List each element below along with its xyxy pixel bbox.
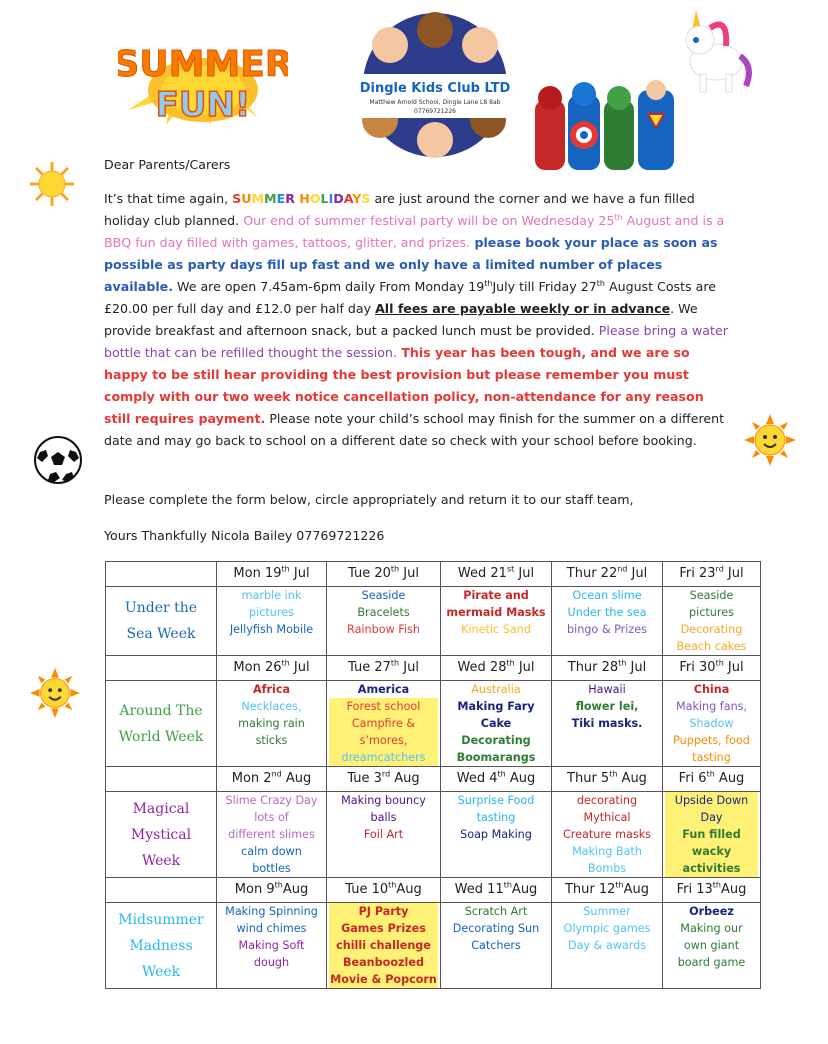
activity-line: mermaid Masks <box>446 606 546 619</box>
day-header-cell: Fri 13thAug <box>663 878 761 903</box>
activity-line: making rain <box>238 717 305 730</box>
activity-line: flower lei, <box>575 700 639 713</box>
week-name-line: Around The <box>119 702 203 719</box>
day-header-cell: Thur 12thAug <box>552 878 663 903</box>
activity-line: own giant <box>683 939 740 952</box>
smiling-sun-icon <box>30 668 80 718</box>
activity-line: Making Bath <box>572 845 642 858</box>
day-header-cell: Mon 26th Jul <box>217 656 327 681</box>
week-name-line: Mystical <box>130 826 192 843</box>
rainbow-letter: S <box>361 191 371 206</box>
day-header-cell: Mon 9thAug <box>217 878 327 903</box>
rainbow-letter: R <box>285 191 295 206</box>
activity-line: Making Fary <box>457 700 535 713</box>
day-header-row <box>106 767 761 792</box>
week-name-line: Sea Week <box>126 626 196 642</box>
activity-line: Puppets, food <box>673 734 750 747</box>
activity-line: Upside Down <box>665 792 758 809</box>
activity-line: Rainbow Fish <box>347 623 420 636</box>
rainbow-letter: D <box>333 191 344 206</box>
activity-line: Forest school <box>329 698 438 715</box>
activity-cell <box>441 587 552 656</box>
activity-cell <box>217 587 327 656</box>
activity-row <box>106 792 761 878</box>
day-header-cell: Fri 23rd Jul <box>663 562 761 587</box>
activity-line: balls <box>370 811 397 824</box>
week-name-line: Madness <box>129 937 193 954</box>
week-name-line: Week <box>141 963 181 980</box>
rainbow-letter: H <box>299 191 310 206</box>
activity-line: Decorating <box>461 734 531 747</box>
activity-line: Games Prizes <box>329 920 438 937</box>
week-name-cell <box>106 681 217 767</box>
activity-line: Australia <box>471 683 521 696</box>
activity-line: Beanboozled <box>329 954 438 971</box>
activity-line: Soap Making <box>460 828 532 841</box>
day-header-cell: Wed 21st Jul <box>441 562 552 587</box>
day-header-cell: Wed 28th Jul <box>441 656 552 681</box>
activity-line: America <box>357 683 410 696</box>
activity-cell <box>441 681 552 767</box>
activity-line: Fun filled <box>665 826 758 843</box>
week-name-cell <box>106 903 217 989</box>
activity-line: s’mores, <box>329 732 438 749</box>
sun-icon <box>28 160 76 208</box>
activity-line: Making our <box>680 922 743 935</box>
week-name-cell <box>106 587 217 656</box>
activity-line: China <box>693 683 730 696</box>
activity-cell <box>552 792 663 878</box>
rainbow-letter: A <box>343 191 353 206</box>
activity-line: dough <box>253 956 290 969</box>
activity-cell <box>663 587 761 656</box>
activity-line: tasting <box>692 751 731 764</box>
day-header-row <box>106 878 761 903</box>
activity-cell <box>663 903 761 989</box>
activity-line: board game <box>677 956 746 969</box>
activity-line: PJ Party <box>329 903 438 920</box>
activity-line: decorating <box>576 794 638 807</box>
activity-line: Under the sea <box>567 606 647 619</box>
activity-line: dreamcatchers <box>329 749 438 766</box>
activity-line: Day & awards <box>567 939 647 952</box>
activity-line: marble ink <box>241 589 302 602</box>
form-instruction: Please complete the form below, circle appropriately and return it to our staff team, <box>104 492 634 507</box>
activity-line: Mythical <box>583 811 631 824</box>
activity-line: Decorating <box>680 623 743 636</box>
activity-line: pictures <box>249 606 294 619</box>
activity-line: Seaside <box>689 589 734 602</box>
activity-line: activities <box>665 860 758 877</box>
activity-line: Seaside <box>361 589 406 602</box>
day-header-cell: Thur 22nd Jul <box>552 562 663 587</box>
rainbow-letter: O <box>309 191 321 206</box>
day-header-cell: Tue 20th Jul <box>327 562 441 587</box>
empty-header-cell <box>106 767 217 792</box>
activity-cell <box>441 792 552 878</box>
empty-header-cell <box>106 562 217 587</box>
day-header-row <box>106 562 761 587</box>
activity-row <box>106 587 761 656</box>
rainbow-letter: L <box>320 191 329 206</box>
day-header-cell: Fri 6th Aug <box>663 767 761 792</box>
smiling-sun-icon <box>744 414 796 466</box>
summer-fun-logo <box>118 30 288 130</box>
activity-line: Catchers <box>471 939 521 952</box>
activity-line: bingo & Prizes <box>567 623 647 636</box>
activity-line: sticks <box>255 734 288 747</box>
activity-line: Necklaces, <box>241 700 302 713</box>
week-name-cell <box>106 792 217 878</box>
activity-schedule-table <box>105 561 761 989</box>
day-header-row <box>106 656 761 681</box>
activity-line: Tiki masks. <box>571 717 643 730</box>
activity-line: Africa <box>252 683 291 696</box>
week-name-line: Under the <box>124 600 198 616</box>
activity-line: Summer <box>583 905 631 918</box>
activity-line: bottles <box>252 862 291 875</box>
rainbow-letter: S <box>232 191 242 206</box>
club-name: Dingle Kids Club LTD <box>359 81 511 96</box>
activity-line: Bombs <box>587 862 627 875</box>
day-header-cell: Wed 11thAug <box>441 878 552 903</box>
activity-cell <box>552 903 663 989</box>
activity-line: Making Spinning <box>225 905 318 918</box>
activity-line: Shadow <box>689 717 734 730</box>
activity-line: Making Soft <box>238 939 305 952</box>
activity-line: Ocean slime <box>572 589 642 602</box>
activity-line: Making fans, <box>675 700 748 713</box>
activity-cell <box>327 681 441 767</box>
summer-fun-line2: FUN! <box>155 85 251 125</box>
activity-line: Surprise Food <box>457 794 535 807</box>
activity-line: lots of <box>254 811 289 824</box>
week-name-line: Midsummer <box>118 911 204 928</box>
activity-cell <box>327 903 441 989</box>
empty-header-cell <box>106 656 217 681</box>
day-header-cell: Mon 19th Jul <box>217 562 327 587</box>
activity-line: wind chimes <box>236 922 307 935</box>
day-header-cell: Tue 27th Jul <box>327 656 441 681</box>
activity-line: Slime Crazy Day <box>225 794 318 807</box>
rainbow-letter: M <box>264 191 277 206</box>
empty-header-cell <box>106 878 217 903</box>
club-logo <box>340 0 530 170</box>
rainbow-letter: U <box>241 191 252 206</box>
club-phone: 07769721226 <box>414 108 456 115</box>
week-name-line: Magical <box>132 800 190 817</box>
activity-line: Making bouncy <box>341 794 426 807</box>
activity-line: Movie & Popcorn <box>330 973 437 986</box>
activity-cell <box>441 903 552 989</box>
activity-line: Creature masks <box>562 828 652 841</box>
activity-line: Orbeez <box>689 905 734 918</box>
activity-line: different slimes <box>228 828 315 841</box>
football-icon <box>32 434 84 486</box>
greeting: Dear Parents/Carers <box>104 157 231 172</box>
activity-cell <box>552 587 663 656</box>
activity-line: Pirate and <box>463 589 529 602</box>
day-header-cell: Thur 5th Aug <box>552 767 663 792</box>
activity-line: Cake <box>480 717 512 730</box>
activity-line: Kinetic Sand <box>461 623 531 636</box>
activity-line: pictures <box>689 606 734 619</box>
day-header-cell: Thur 28th Jul <box>552 656 663 681</box>
activity-line: Bracelets <box>357 606 410 619</box>
activity-cell <box>217 903 327 989</box>
letter-body: It’s that time again, SUMMER HOLIDAYS are just around the corner and we have a fun filled holiday club planned. Our end of summer festival party will be on Wednesday 25th August and is a BBQ fun day filled with games, tattoos, glitter, and prizes. please book your place as soon as possible as party days fill up fast and we only have a limited number of places available. We are open 7.45am-6pm daily From Monday 19thJuly till Friday 27th August Costs are £20.00 per full day and £12.0 per half day All fees are payable weekly or in advance. We provide breakfast and afternoon snack, but a packed lunch must be provided. Please bring a water bottle that can be refilled thought the session. This year has been tough, and we are so happy to be still hear providing the best provision but please remember you must comply with our two week notice cancellation policy, non-attendance for any reason still requires payment. Please note your child’s school may finish for the summer on a different date and may go back to school on a different date so check with your school before booking. <box>104 191 728 448</box>
summer-fun-line1: SUMMER <box>118 44 288 85</box>
activity-line: Decorating Sun <box>452 922 540 935</box>
activity-line: Campfire & <box>329 715 438 732</box>
day-header-cell: Wed 4th Aug <box>441 767 552 792</box>
activity-row <box>106 903 761 989</box>
activity-line: wacky <box>665 843 758 860</box>
activity-line: chilli challenge <box>329 937 438 954</box>
activity-line: calm down <box>241 845 302 858</box>
activity-cell <box>217 792 327 878</box>
day-header-cell: Tue 10thAug <box>327 878 441 903</box>
activity-line: Day <box>665 809 758 826</box>
day-header-cell: Mon 2nd Aug <box>217 767 327 792</box>
activity-cell <box>663 792 761 878</box>
activity-line: tasting <box>476 811 516 824</box>
activity-line: Jellyfish Mobile <box>229 623 314 636</box>
rainbow-letter: M <box>251 191 265 206</box>
day-header-cell: Fri 30th Jul <box>663 656 761 681</box>
rainbow-letter: I <box>328 191 334 206</box>
summer-holidays-text <box>232 191 370 206</box>
activity-line: Foil Art <box>363 828 404 841</box>
week-name-line: Week <box>141 852 181 869</box>
activity-cell <box>552 681 663 767</box>
rainbow-letter: E <box>276 191 286 206</box>
fees-notice: All fees are payable weekly or in advance <box>375 301 671 316</box>
activity-line: Scratch Art <box>464 905 528 918</box>
activity-line: Boomarangs <box>456 751 536 764</box>
activity-cell <box>327 792 441 878</box>
activity-cell <box>217 681 327 767</box>
activity-line: Olympic games <box>563 922 651 935</box>
activity-row <box>106 681 761 767</box>
rainbow-letter: Y <box>352 191 362 206</box>
activity-cell <box>327 587 441 656</box>
club-address: Matthew Arnold School, Dingle Lane L8 8ab <box>369 99 501 106</box>
week-name-line: World Week <box>118 728 204 745</box>
day-header-cell: Tue 3rd Aug <box>327 767 441 792</box>
activity-cell <box>663 681 761 767</box>
activity-line: Beach cakes <box>676 640 747 653</box>
signoff: Yours Thankfully Nicola Bailey 07769721226 <box>104 528 385 543</box>
unicorn-image <box>676 6 756 96</box>
activity-line: Hawaii <box>588 683 626 696</box>
